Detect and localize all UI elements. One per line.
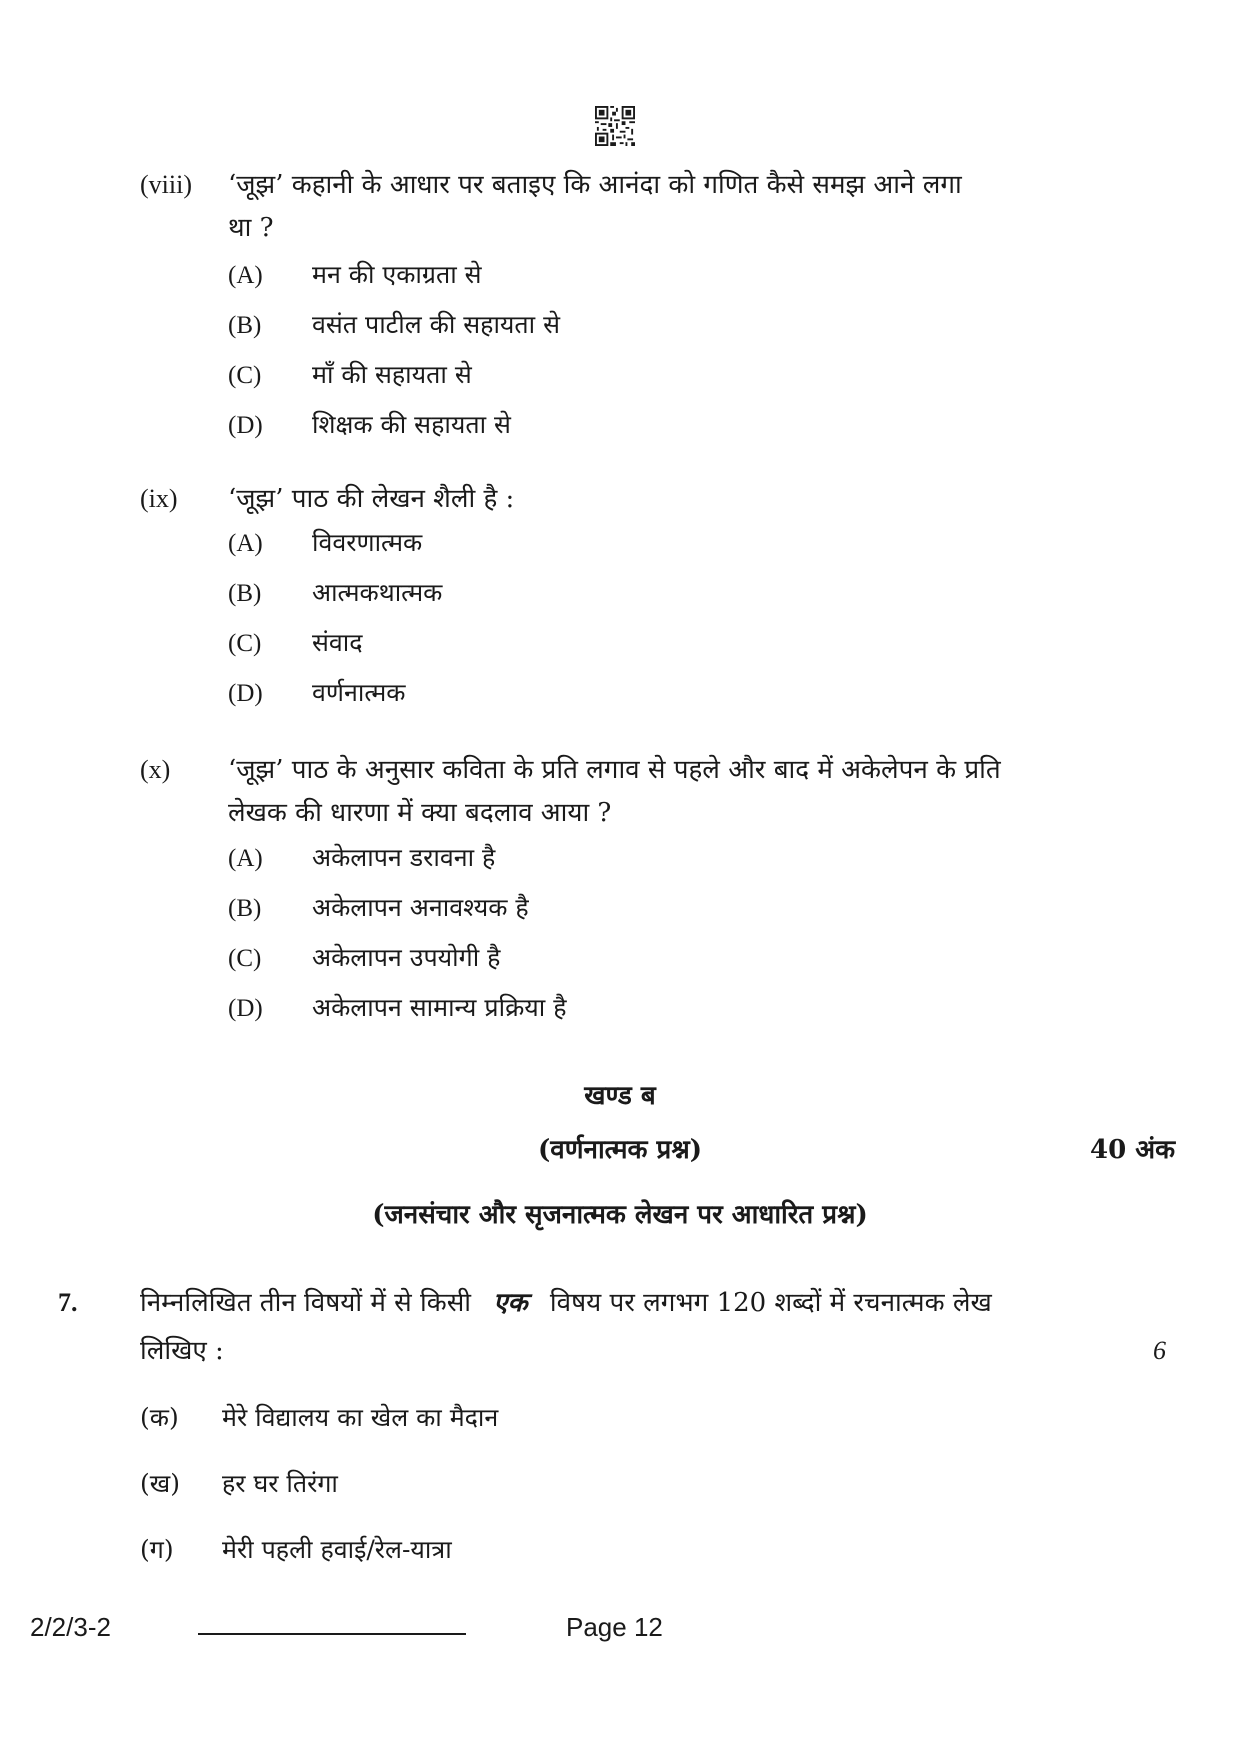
q10-option-b-text: अकेलापन अनावश्यक है bbox=[312, 893, 529, 922]
q10-option-d-text: अकेलापन सामान्य प्रक्रिया है bbox=[312, 993, 567, 1022]
question-10-text-line1: ‘जूझ’ पाठ के अनुसार कविता के प्रति लगाव से पहले और बाद में अकेलेपन के प्रति bbox=[228, 755, 1001, 785]
q10-option-b-label: (B) bbox=[228, 895, 262, 922]
q8-option-d-label: (D) bbox=[228, 412, 263, 439]
q8-option-b-label: (B) bbox=[228, 312, 262, 339]
q7-topic-kha-label: (ख) bbox=[140, 1469, 180, 1498]
q8-option-b-text: वसंत पाटील की सहायता से bbox=[312, 310, 560, 339]
question-7-text-line1 bbox=[140, 1282, 992, 1325]
q7-topic-ka-label: (क) bbox=[140, 1403, 179, 1432]
q8-option-a-text: मन की एकाग्रता से bbox=[312, 260, 482, 289]
question-7-number: 7. bbox=[58, 1288, 78, 1317]
q9-option-c-label: (C) bbox=[228, 630, 262, 657]
question-9-text: ‘जूझ’ पाठ की लेखन शैली है : bbox=[228, 484, 515, 514]
q9-option-b-label: (B) bbox=[228, 580, 262, 607]
q8-option-c-text: माँ की सहायता से bbox=[312, 360, 472, 389]
question-7-emphasis: एक bbox=[493, 1288, 528, 1318]
question-8-number: (viii) bbox=[140, 170, 192, 199]
q9-option-a-text: विवरणात्मक bbox=[312, 528, 423, 557]
footer-code: 2/2/3-2 bbox=[30, 1612, 111, 1642]
q9-option-a-label: (A) bbox=[228, 530, 263, 557]
q8-option-a-label: (A) bbox=[228, 262, 263, 289]
q9-option-b-text: आत्मकथात्मक bbox=[312, 578, 443, 607]
q9-option-d-text: वर्णनात्मक bbox=[312, 678, 406, 707]
question-8-text-line1: ‘जूझ’ कहानी के आधार पर बताइए कि आनंदा को गणित कैसे समझ आने लगा bbox=[228, 170, 962, 200]
q7-topic-ka-text: मेरे विद्यालय का खेल का मैदान bbox=[222, 1403, 499, 1432]
section-marks: 40 अंक bbox=[1090, 1135, 1176, 1165]
q7-topic-ga-text: मेरी पहली हवाई/रेल-यात्रा bbox=[222, 1535, 452, 1564]
question-7-text-part1: निम्नलिखित तीन विषयों में से किसी bbox=[140, 1288, 472, 1318]
q7-topic-kha-text: हर घर तिरंगा bbox=[222, 1469, 338, 1498]
question-10-text-line2: लेखक की धारणा में क्या बदलाव आया ? bbox=[228, 798, 612, 828]
q8-option-c-label: (C) bbox=[228, 362, 262, 389]
q7-topic-ga-label: (ग) bbox=[140, 1535, 174, 1564]
q9-option-c-text: संवाद bbox=[312, 628, 363, 657]
q10-option-a-text: अकेलापन डरावना है bbox=[312, 843, 496, 872]
footer-divider bbox=[198, 1633, 466, 1635]
section-subtitle: (वर्णनात्मक प्रश्न) bbox=[537, 1135, 703, 1165]
question-7-text-line2: लिखिए : bbox=[140, 1336, 224, 1366]
q9-option-d-label: (D) bbox=[228, 680, 263, 707]
question-8-text-line2: था ? bbox=[228, 213, 274, 243]
section-description: (जनसंचार और सृजनात्मक लेखन पर आधारित प्रश्न) bbox=[372, 1200, 868, 1230]
q10-option-a-label: (A) bbox=[228, 845, 263, 872]
q10-option-d-label: (D) bbox=[228, 995, 263, 1022]
qr-code bbox=[595, 106, 635, 146]
question-7-marks: 6 bbox=[1153, 1336, 1166, 1365]
section-title: खण्ड ब bbox=[584, 1081, 656, 1111]
question-9-number: (ix) bbox=[140, 484, 178, 513]
q10-option-c-text: अकेलापन उपयोगी है bbox=[312, 943, 501, 972]
footer-page-number: Page 12 bbox=[566, 1612, 663, 1642]
question-7-text-part2: विषय पर लगभग 120 शब्दों में रचनात्मक लेख bbox=[549, 1288, 992, 1318]
question-10-number: (x) bbox=[140, 755, 171, 784]
q8-option-d-text: शिक्षक की सहायता से bbox=[312, 410, 511, 439]
q10-option-c-label: (C) bbox=[228, 945, 262, 972]
